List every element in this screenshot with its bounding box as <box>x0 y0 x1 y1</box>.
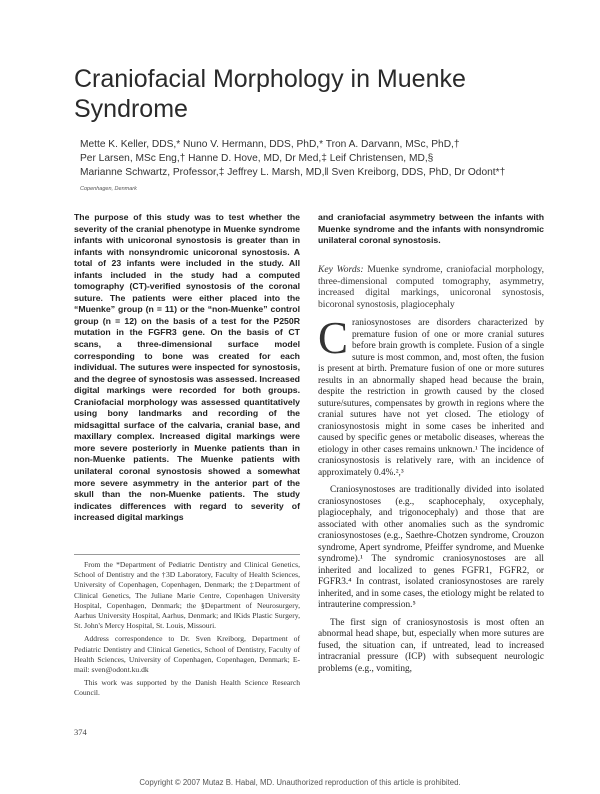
body-paragraph: The first sign of craniosynostosis is most often an abnormal head shape, but, especially when more sutures are fused, the situation can, if untreated, lead to increased intracranial pressure (ICP) with subsequent neurologic problems (e.g., vomiting, <box>318 617 544 674</box>
copyright-notice: Copyright © 2007 Mutaz B. Habal, MD. Unauthorized reproduction of this article is prohibited. <box>139 778 461 787</box>
location: Copenhagen, Denmark <box>80 186 137 192</box>
funding-note: This work was supported by the Danish Health Science Research Council. <box>74 678 300 698</box>
author-list <box>80 138 520 180</box>
body-paragraph <box>318 313 544 479</box>
abstract: The purpose of this study was to test whether the severity of the cranial phenotype in Muenke syndrome infants with unicoronal synostosis is greater than in infants with nonsyndromic unicoronal synostosis. A total of 23 infants were included in the study. All infants included in the study had a computed tomography (CT)-verified synostosis of the coronal suture. The patients were either placed into the “Muenke” group (n = 11) or the “non-Muenke” control group (n = 12) on the basis of a test for the P250R mutation in the FGFR3 gene. On the basis of CT scans, a three-dimensional surface model corresponding to bone was created for each individual. The sutures were inspected for synostosis, and the degree of synostosis was assessed. Increased digital markings were recorded for both groups. Craniofacial morphology was assessed quantitatively using bony landmarks and recording of the midsagittal surface of the calvaria, cranial base, and maxillary complex. Increased digital markings were more severe posteriorly in Muenke patients than in non-Muenke patients. The Muenke patients with unilateral coronal synostosis showed a somewhat more severe asymmetry in the anterior part of the skull than the non-Muenke patients. The study indicates differences with regard to severity of increased digital markings <box>74 212 300 523</box>
keywords <box>318 264 544 311</box>
abstract-continuation: and craniofacial asymmetry between the infants with Muenke syndrome and the infants with nonsyndromic unilateral coronal synostosis. <box>318 212 544 246</box>
correspondence-note: Address correspondence to Dr. Sven Kreiborg, Department of Pediatric Dentistry and Clinical Genetics, School of Dentistry, Faculty of Health Sciences, University of Copenhagen, Copenhagen, Denmark; E-mail: sven@odont.ku.dk <box>74 634 300 675</box>
affiliations-note: From the *Department of Pediatric Dentistry and Clinical Genetics, School of Dentistry and the †3D Laboratory, Faculty of Health Sciences, University of Copenhagen, Copenhagen, Denmark; the ‡Department of Clinical Genetics, The Juliane Marie Centre, Copenhagen University Hospital, Copenhagen, Denmark; the §Department of Neurosurgery, Aarhus University Hospital, Aarhus, Denmark; and ‖Kids Plastic Surgery, St. John's Mercy Hospital, St. Louis, Missouri. <box>74 560 300 631</box>
page-number: 374 <box>74 727 87 737</box>
body-paragraph: Craniosynostoses are traditionally divided into isolated craniosynostoses (e.g., scaphocephaly, oxycephaly, plagiocephaly, and trigonocephaly) and those that are associated with other anomalies such as the syndromic craniosynostoses (e.g., Saethre-Chotzen syndrome, Crouzon syndrome, Apert syndrome, Pfeiffer syndrome, and Muenke syndrome).¹ The syndromic craniosynostoses are all inherited and localized to genes FGFR1, FGFR2, or FGFR3.⁴ In contrast, isolated craniosynostoses are rarely inherited, and in some cases, the etiology might be related to intrauterine compression.⁵ <box>318 485 544 610</box>
footnote-divider <box>74 554 300 555</box>
body-text <box>318 313 544 675</box>
article-title: Craniofacial Morphology in Muenke Syndrome <box>74 65 466 123</box>
keywords-label: Key Words: <box>318 264 364 275</box>
author-line: Per Larsen, MSc Eng,† Hanne D. Hove, MD, Dr Med,‡ Leif Christensen, MD,§ <box>80 153 434 164</box>
author-line: Marianne Schwartz, Professor,‡ Jeffrey L. Marsh, MD,‖ Sven Kreiborg, DDS, PhD, Dr Odont*† <box>80 167 506 178</box>
drop-cap: C <box>318 313 349 363</box>
body-paragraph-text: raniosynostoses are disorders characterized by premature fusion of one or more cranial sutures before brain growth is complete. Fusion of a single suture is most common, and, most often, the fusion is present at birth. Premature fusion of one or more sutures results in an abnormally shaped head because the brain, despite the restriction in growth caused by the closed suture/sutures, compensates by growth in regions where the cranial sutures have not yet closed. The etiology of craniosynostosis might in some cases be inherited and caused by specific genes or metabolic diseases, whereas the etiology in other cases remains unknown.¹ The incidence of craniosynostosis is relatively rare, with an incidence of approximately 0.4%.²,³ <box>318 318 544 478</box>
footnotes <box>74 560 300 702</box>
author-line: Mette K. Keller, DDS,* Nuno V. Hermann, DDS, PhD,* Tron A. Darvann, MSc, PhD,† <box>80 139 460 150</box>
keywords-text: Muenke syndrome, craniofacial morphology, three-dimensional computed tomography, asymmetry, increased digital markings, unicoronal synostosis, bicoronal synostosis, plagiocephaly <box>318 264 544 311</box>
